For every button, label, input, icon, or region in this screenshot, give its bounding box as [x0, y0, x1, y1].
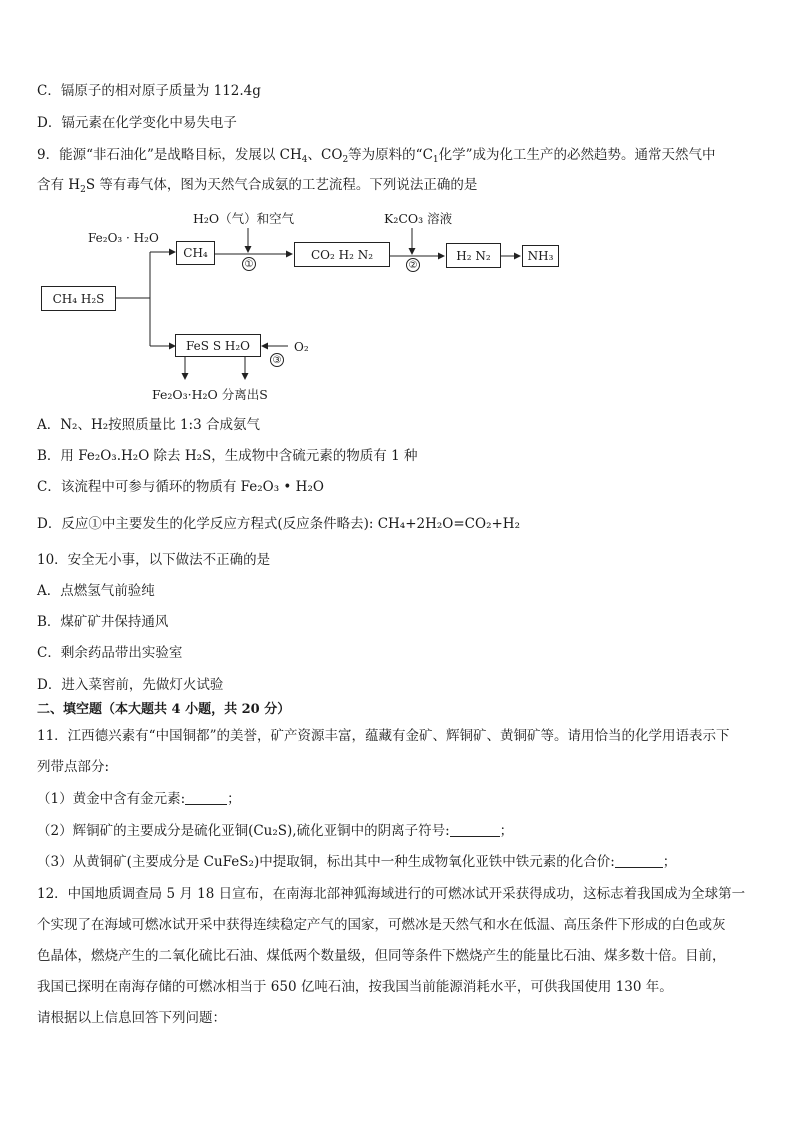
step-3-marker: ③ [270, 353, 284, 367]
q10-option-b: B．煤矿矿井保持通风 [37, 614, 169, 630]
q12-line4: 我国已探明在南海存储的可燃冰相当于 650 亿吨石油，按我国当前能源消耗水平，可供我国使用 130 年。 [37, 979, 673, 995]
step-2-marker: ② [406, 258, 420, 272]
reagent-o2: O₂ [294, 340, 309, 354]
reagent-steam-air: H₂O（气）和空气 [193, 211, 295, 226]
q9-option-d: D．反应①中主要发生的化学反应方程式(反应条件略去): CH₄+2H₂O=CO₂+H₂ [37, 516, 520, 532]
q9-option-c: C．该流程中可参与循环的物质有 Fe₂O₃ • H₂O [37, 479, 324, 495]
q9-option-a: A．N₂、H₂按照质量比 1:3 合成氨气 [37, 417, 260, 433]
box-ch4-h2s: CH₄ H₂S [41, 286, 116, 311]
reagent-fe2o3-h2o: Fe₂O₃ · H₂O [88, 231, 159, 245]
q8-option-c: C．镉原子的相对原子质量为 112.4g [37, 83, 261, 99]
box-h2-n2: H₂ N₂ [446, 243, 501, 268]
q9-stem-line2: 含有 $H_2S$ 等有毒气体，图为天然气合成氨的工艺流程。下列说法正确的是 [37, 177, 478, 195]
box-ch4: CH₄ [176, 241, 215, 265]
q9-stem-line1: 9．能源“非石油化”是战略目标，发展以 $CH_4$、$CO_2$等为原料的“$C_1$化学”成为化工生产的必然趋势。通常天然气中 [37, 147, 716, 165]
q9-option-b: B．用 Fe₂O₃.H₂O 除去 H₂S，生成物中含硫元素的物质有 1 种 [37, 448, 418, 464]
box-co2-h2-n2: CO₂ H₂ N₂ [294, 242, 390, 267]
q11-part3: （3）从黄铜矿(主要成分是 CuFeS₂)中提取铜，标出其中一种生成物氧化亚铁中铁元素的化合价: ； [37, 854, 677, 870]
answer-blank-3[interactable] [615, 854, 663, 868]
q12-line3: 色晶体，燃烧产生的二氧化硫比石油、煤低两个数量级，但同等条件下燃烧产生的能量比石油、煤多数十倍。目前， [37, 948, 726, 964]
q11-part2: （2）辉铜矿的主要成分是硫化亚铜(Cu₂S),硫化亚铜中的阴离子符号: ； [37, 823, 514, 839]
box-fes-s-h2o: FeS S H₂O [175, 334, 261, 357]
q10-option-d: D．进入菜窖前，先做灯火试验 [37, 677, 224, 693]
step-1-marker: ① [242, 257, 256, 271]
q10-option-a: A．点燃氢气前验纯 [37, 583, 155, 599]
q9-process-diagram [0, 0, 794, 410]
q11-stem-line1: 11．江西德兴素有“中国铜都”的美誉，矿产资源丰富，蕴藏有金矿、辉铜矿、黄铜矿等。请用恰当的化学用语表示下 [37, 728, 730, 744]
box-nh3: NH₃ [522, 245, 559, 267]
answer-blank-1[interactable] [185, 791, 227, 805]
section-heading-fill-in: 二、填空题（本大题共 4 小题，共 20 分） [37, 702, 291, 717]
q12-line2: 个实现了在海域可燃冰试开采中获得连续稳定产气的国家，可燃冰是天然气和水在低温、高压条件下形成的白色或灰 [37, 917, 726, 933]
output-separation: Fe₂O₃·H₂O 分离出S [152, 387, 268, 402]
q11-part1: （1）黄金中含有金元素: ； [37, 791, 241, 807]
q10-stem: 10．安全无小事，以下做法不正确的是 [37, 552, 271, 568]
q12-line1: 12．中国地质调查局 5 月 18 日宣布，在南海北部神狐海域进行的可燃冰试开采获得成功，这标志着我国成为全球第一 [37, 886, 746, 902]
q12-line5: 请根据以上信息回答下列问题： [37, 1010, 226, 1026]
q8-option-d: D．镉元素在化学变化中易失电子 [37, 115, 237, 131]
diagram-arrows [0, 0, 794, 410]
answer-blank-2[interactable] [450, 823, 500, 837]
q10-option-c: C．剩余药品带出实验室 [37, 645, 183, 661]
reagent-k2co3: K₂CO₃ 溶液 [384, 211, 453, 226]
q11-stem-line2: 列带点部分: [37, 759, 110, 775]
